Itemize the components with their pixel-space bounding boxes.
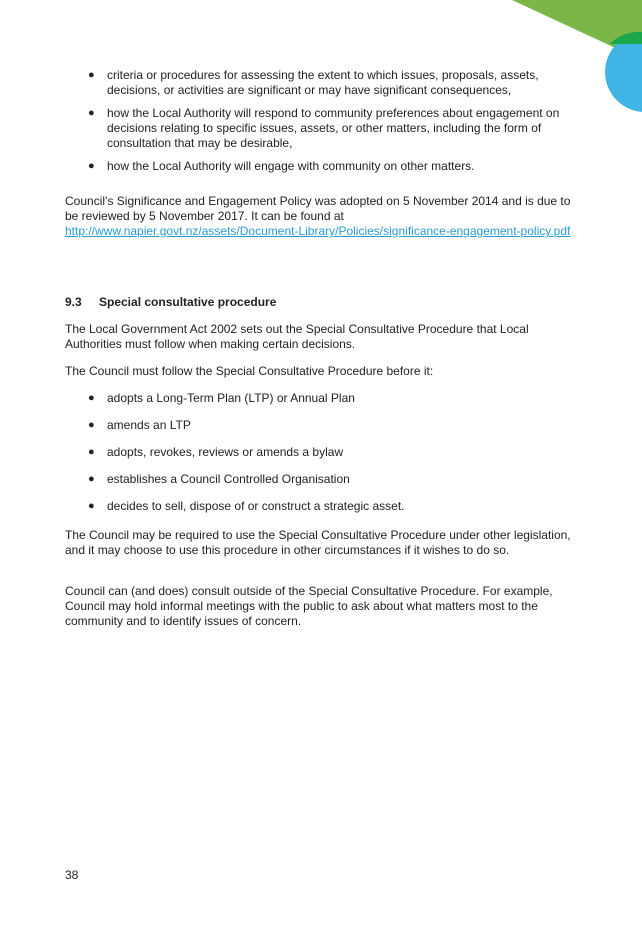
before-paragraph: The Council must follow the Special Consultative Procedure before it: bbox=[65, 364, 434, 378]
intro-paragraph: The Local Government Act 2002 sets out the Special Consultative Procedure that Local Authorities must follow when making certain decisions. bbox=[65, 322, 529, 351]
bullet-icon: ● bbox=[88, 500, 95, 512]
bullet-icon: ● bbox=[88, 69, 95, 81]
outside-consult-paragraph: Council can (and does) consult outside of the Special Consultative Procedure. For example, Council may hold informal meetings with the public to ask about what matters most to the community and to identify issues of concern. bbox=[65, 584, 553, 628]
list-item: ● how the Local Authority will respond to community preferences about engagement on decisions relating to specific issues, assets, or other matters, including the form of consultation that may be desirable, bbox=[88, 106, 560, 150]
list-item: ● adopts, revokes, reviews or amends a bylaw bbox=[88, 445, 344, 459]
bullet-icon: ● bbox=[88, 107, 95, 119]
legislation-paragraph: The Council may be required to use the Special Consultative Procedure under other legislation, and it may choose to use this procedure in other circumstances if it wishes to do so. bbox=[65, 528, 571, 557]
list-item: ● amends an LTP bbox=[88, 418, 191, 432]
list-item: ● adopts a Long-Term Plan (LTP) or Annual Plan bbox=[88, 391, 355, 405]
page-number: 38 bbox=[65, 868, 79, 882]
list-item: ● how the Local Authority will engage with community on other matters. bbox=[88, 159, 475, 173]
section-heading bbox=[65, 295, 582, 310]
bullet-icon: ● bbox=[88, 419, 95, 431]
bullet-icon: ● bbox=[88, 446, 95, 458]
procedure-triggers-list bbox=[65, 391, 582, 514]
section-title: Special consultative procedure bbox=[99, 295, 277, 309]
list-item: ● criteria or procedures for assessing the extent to which issues, proposals, assets, decisions, or activities are significant or may have significant consequences, bbox=[88, 68, 539, 97]
section-number: 9.3 bbox=[65, 295, 82, 309]
bullet-icon: ● bbox=[88, 392, 95, 404]
list-item: ● decides to sell, dispose of or construct a strategic asset. bbox=[88, 499, 405, 513]
significance-criteria-list bbox=[65, 68, 582, 174]
bullet-icon: ● bbox=[88, 160, 95, 172]
policy-link[interactable]: http://www.napier.govt.nz/assets/Document-Library/Policies/significance-engagement-policy.pdf bbox=[65, 224, 571, 238]
list-item: ● establishes a Council Controlled Organisation bbox=[88, 472, 350, 486]
bullet-icon: ● bbox=[88, 473, 95, 485]
policy-paragraph: Council’s Significance and Engagement Policy was adopted on 5 November 2014 and is due to be reviewed by 5 November 2017. It can be found at http://www.napier.govt.nz/assets/Document-Library/Policies/significance-engagement-policy.pdf bbox=[65, 194, 571, 238]
